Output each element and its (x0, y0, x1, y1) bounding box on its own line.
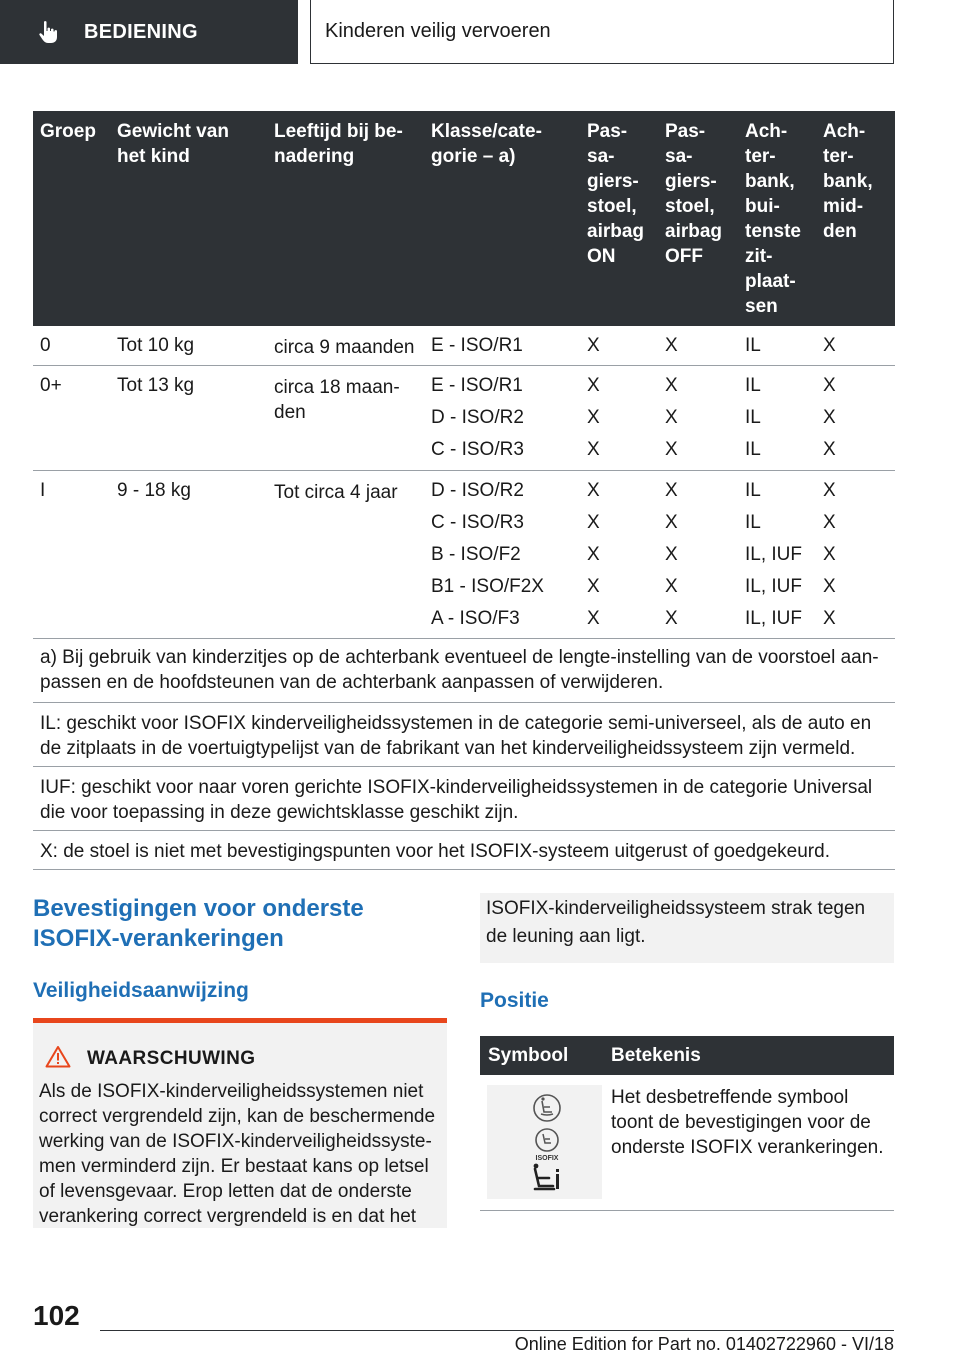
header-line: gorie – a) (431, 146, 516, 167)
cell-line: X (587, 407, 600, 428)
header-line: Leeftijd bij be- (274, 121, 403, 142)
cell-line: X (665, 480, 678, 501)
table-cell-passenger-off (665, 475, 678, 635)
child-seat-circle-icon (534, 1095, 560, 1121)
cell-line: X (665, 375, 678, 396)
warning-label: WAARSCHUWING (87, 1048, 256, 1069)
header-line: het kind (117, 146, 190, 167)
cell-line: X (587, 480, 600, 501)
table-note (33, 637, 895, 703)
cell-line: IL, IUF (745, 576, 803, 597)
cell-line: IL (745, 335, 761, 356)
header-line: giers- (587, 171, 639, 192)
table-note (33, 831, 895, 870)
table-cell-age (274, 335, 414, 360)
section-tab (0, 0, 298, 64)
col-symbol: Symbool (488, 1045, 569, 1066)
header-line: plaat- (745, 271, 796, 292)
cell-line: Tot 13 kg (117, 375, 195, 396)
warning-text (39, 1079, 441, 1229)
header-line: Pas- (587, 121, 628, 142)
symbol-description (611, 1085, 891, 1160)
cell-line: X (587, 608, 600, 629)
warning-box (33, 1018, 447, 1228)
table-note (33, 703, 895, 767)
table-row (33, 366, 895, 471)
section-label: BEDIENING (84, 20, 198, 43)
table-body (33, 326, 895, 639)
table-cell-weight (117, 370, 194, 402)
column-header (274, 119, 403, 169)
description-line: Het desbetreffende symbool (611, 1087, 849, 1108)
svg-text:ISOFIX: ISOFIX (535, 1155, 559, 1162)
column-header (587, 119, 644, 269)
header-line: ter- (745, 146, 776, 167)
note-line: passen en de hoofdsteunen van de achterbank aanpassen of verwijderen. (40, 672, 664, 693)
description-line: onderste ISOFIX verankeringen. (611, 1137, 884, 1158)
note-line: IL: geschikt voor ISOFIX kinderveiligheidssystemen in de categorie semi-universeel, als de auto en (40, 713, 872, 734)
header-line: OFF (665, 246, 703, 267)
cell-line: C - ISO/R3 (431, 512, 524, 533)
cell-line: X (823, 407, 836, 428)
table-cell-weight (117, 475, 191, 507)
cell-line: Tot 10 kg (117, 335, 195, 356)
table-cell-passenger-off (665, 330, 678, 362)
position-title: Positie (480, 989, 549, 1012)
note-line: a) Bij gebruik van kinderzitjes op de achterbank eventueel de lengte-instelling van de voorstoel aan- (40, 647, 879, 668)
section-title (33, 894, 443, 954)
chapter-title-box (310, 0, 894, 64)
header-line: ter- (823, 146, 854, 167)
table-cell-group (40, 475, 45, 507)
cell-line: circa 18 maan- (274, 377, 400, 398)
warning-line: verankering correct vergrendeld is en dat het (39, 1206, 417, 1227)
cell-line: IL, IUF (745, 608, 803, 629)
isofix-child-seat-icon (536, 1129, 559, 1162)
continuation-line: de leuning aan ligt. (486, 926, 646, 947)
table-note (33, 767, 895, 831)
cell-line: X (665, 608, 678, 629)
child-seat-info-icon (534, 1164, 559, 1189)
cell-line: X (823, 512, 836, 533)
cell-line: IL (745, 407, 761, 428)
table-cell-rear-middle (823, 370, 836, 466)
warning-continuation (480, 893, 894, 963)
header-line: airbag (587, 221, 645, 242)
note-line: X: de stoel is niet met bevestigingspunten voor het ISOFIX-systeem uitgerust of goedgekeurd. (40, 841, 830, 862)
cell-line: den (274, 402, 306, 423)
warning-triangle-icon (45, 1045, 71, 1073)
cell-line: X (823, 608, 836, 629)
table-cell-passenger-on (587, 330, 600, 362)
cell-line: IL (745, 512, 761, 533)
table-cell-rear-middle (823, 475, 836, 635)
footer-divider (100, 1330, 894, 1331)
cell-line: X (823, 544, 836, 565)
cell-line: X (823, 375, 836, 396)
table-cell-rear-outer (745, 330, 761, 362)
cell-line: X (823, 335, 836, 356)
header-line: mid- (823, 196, 864, 217)
header-line: Ach- (745, 121, 788, 142)
table-cell-age (274, 375, 400, 425)
cell-line: 9 - 18 kg (117, 480, 191, 501)
header-line: Ach- (823, 121, 866, 142)
note-line: de zitplaats in de voertuigtypelijst van de fabrikant van het kinderveiligheidssysteem zijn vermeld. (40, 738, 856, 759)
chapter-title: Kinderen veilig vervoeren (325, 20, 551, 42)
table-cell-group (40, 330, 51, 362)
header-line: stoel, (587, 196, 637, 217)
header-line: ON (587, 246, 616, 267)
cell-line: D - ISO/R2 (431, 407, 524, 428)
header-line: giers- (665, 171, 717, 192)
table-cell-weight (117, 330, 194, 362)
cell-line: X (665, 335, 678, 356)
header-line: Pas- (665, 121, 706, 142)
safety-subtitle: Veiligheidsaanwijzing (33, 979, 249, 1002)
cell-line: X (823, 576, 836, 597)
cell-line: IL (745, 375, 761, 396)
header-line: sa- (587, 146, 615, 167)
cell-line: A - ISO/F3 (431, 608, 520, 629)
header-line: Groep (40, 121, 96, 142)
cell-line: X (665, 576, 678, 597)
cell-line: E - ISO/R1 (431, 335, 523, 356)
cell-line: X (665, 439, 678, 460)
table-cell-passenger-off (665, 370, 678, 466)
header-line: bank, (745, 171, 795, 192)
col-meaning: Betekenis (611, 1045, 701, 1066)
cell-line: X (823, 439, 836, 460)
header-line: Gewicht van (117, 121, 229, 142)
table-cell-classes (431, 370, 524, 466)
hand-pointer-icon (34, 17, 64, 47)
column-header (665, 119, 722, 269)
section-title-line: Bevestigingen voor onderste (33, 895, 364, 922)
table-cell-passenger-on (587, 475, 600, 635)
cell-line: IL (745, 480, 761, 501)
header-line: sa- (665, 146, 693, 167)
section-title-line: ISOFIX-verankeringen (33, 925, 284, 952)
cell-line: X (587, 335, 600, 356)
cell-line: Tot circa 4 jaar (274, 482, 398, 503)
cell-line: IL (745, 439, 761, 460)
table-cell-group (40, 370, 62, 402)
cell-line: X (587, 375, 600, 396)
column-header (431, 119, 542, 169)
symbol-table (480, 1036, 894, 1211)
table-cell-classes (431, 330, 523, 362)
continuation-line: ISOFIX-kinderveiligheidssysteem strak tegen (486, 898, 866, 919)
cell-line: C - ISO/R3 (431, 439, 524, 460)
table-cell-classes (431, 475, 544, 635)
isofix-table (33, 111, 895, 639)
warning-line: Als de ISOFIX-kinderveiligheidssystemen niet (39, 1081, 424, 1102)
header-line: zit- (745, 246, 773, 267)
cell-line: B - ISO/F2 (431, 544, 521, 565)
header-line: den (823, 221, 857, 242)
column-header (40, 119, 96, 144)
cell-line: X (823, 480, 836, 501)
table-cell-rear-middle (823, 330, 836, 362)
note-line: IUF: geschikt voor naar voren gerichte ISOFIX-kinderveiligheidssystemen in de categorie Universal (40, 777, 873, 798)
warning-line: men verminderd zijn. Er bestaat kans op letsel (39, 1156, 429, 1177)
cell-line: X (587, 512, 600, 533)
warning-line: werking van de ISOFIX-kinderveiligheidssyste- (39, 1131, 432, 1152)
header-line: Klasse/cate- (431, 121, 542, 142)
header-line: stoel, (665, 196, 715, 217)
cell-line: B1 - ISO/F2X (431, 576, 544, 597)
cell-line: X (587, 544, 600, 565)
cell-line: IL, IUF (745, 544, 803, 565)
cell-line: 0 (40, 335, 51, 356)
table-cell-rear-outer (745, 475, 802, 635)
note-line: die voor toepassing in deze gewichtsklasse geschikt zijn. (40, 802, 519, 823)
symbol-row (480, 1075, 894, 1211)
column-header (823, 119, 873, 244)
header-line: bank, (823, 171, 873, 192)
page-number: 102 (33, 1300, 80, 1331)
table-cell-age (274, 480, 398, 505)
warning-header (45, 1045, 255, 1073)
cell-line: X (587, 576, 600, 597)
cell-line: circa 9 maanden (274, 337, 415, 358)
header-line: tenste (745, 221, 801, 242)
symbol-table-header (480, 1036, 894, 1075)
cell-line: 0+ (40, 375, 62, 396)
cell-line: D - ISO/R2 (431, 480, 524, 501)
column-header (117, 119, 229, 169)
cell-line: X (665, 407, 678, 428)
header-line: sen (745, 296, 778, 317)
header-line: nadering (274, 146, 355, 167)
warning-line: correct vergrendeld zijn, kan de beschermende (39, 1106, 436, 1127)
column-header (745, 119, 801, 319)
header-line: bui- (745, 196, 780, 217)
table-header (33, 111, 895, 326)
cell-line: X (665, 512, 678, 533)
symbol-cell (487, 1085, 602, 1199)
cell-line: E - ISO/R1 (431, 375, 523, 396)
table-row (33, 326, 895, 366)
cell-line: X (587, 439, 600, 460)
cell-line: I (40, 480, 46, 501)
table-cell-rear-outer (745, 370, 761, 466)
warning-line: of levensgevaar. Erop letten dat de onderste (39, 1181, 412, 1202)
header-line: airbag (665, 221, 723, 242)
edition-text: Online Edition for Part no. 01402722960 - VI/18 (514, 1334, 894, 1354)
table-row (33, 471, 895, 639)
page-header (0, 0, 960, 66)
table-cell-passenger-on (587, 370, 600, 466)
cell-line: X (665, 544, 678, 565)
description-line: toont de bevestigingen voor de (611, 1112, 871, 1133)
